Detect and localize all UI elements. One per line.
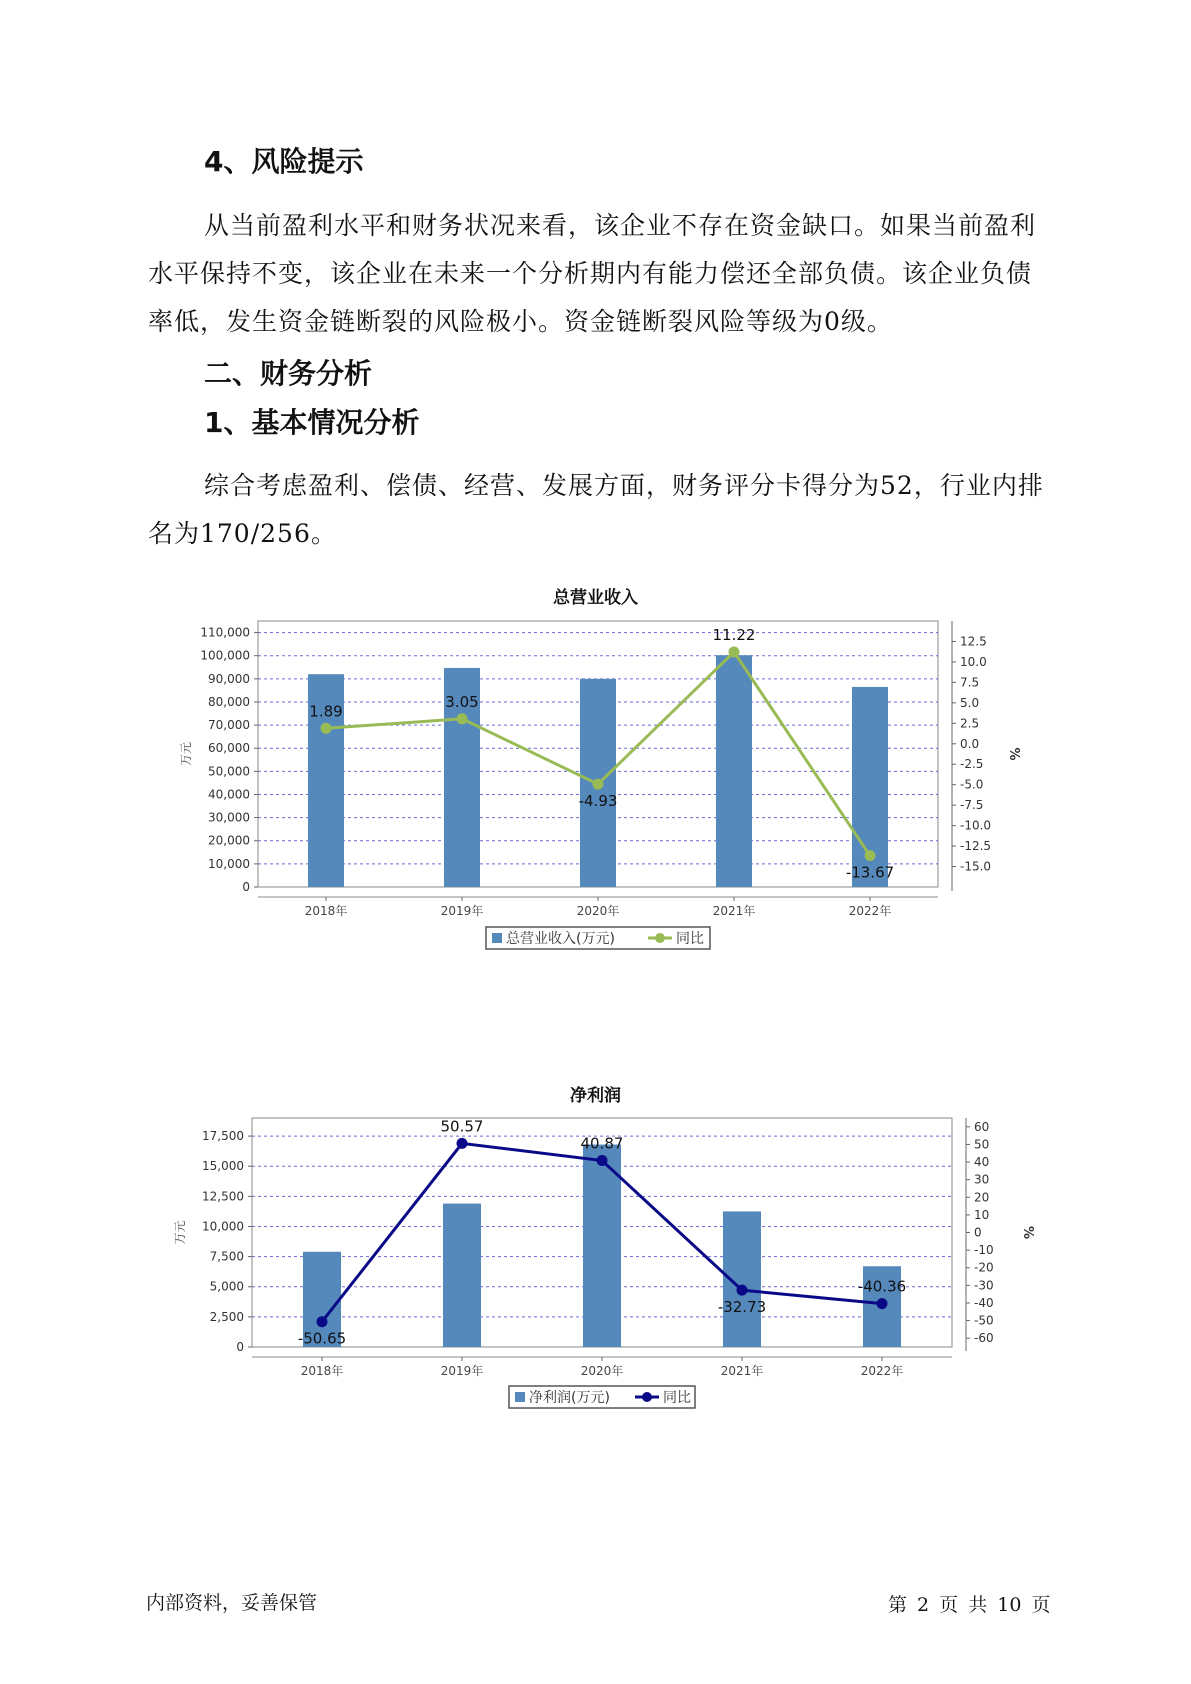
y-tick-label: 17,500 (202, 1129, 244, 1144)
line-point (457, 1138, 468, 1149)
data-label: 40.87 (580, 1134, 624, 1153)
basic-analysis-paragraph: 综合考虑盈利、偿债、经营、发展方面，财务评分卡得分为52，行业内排名为170/256。 (148, 471, 1044, 548)
bar (583, 1145, 621, 1347)
line-point (317, 1316, 328, 1327)
y2-axis-label: % (1006, 747, 1021, 761)
y-axis-label: 万元 (179, 741, 193, 767)
line-point (593, 779, 604, 790)
y2-tick-label: 0.0 (960, 736, 980, 751)
y2-tick-label: -40 (974, 1295, 994, 1310)
y-tick-label: 2,500 (209, 1309, 244, 1324)
y-tick-label: 90,000 (208, 671, 250, 686)
y2-tick-label: -60 (974, 1331, 994, 1346)
y2-tick-label: 50 (974, 1137, 990, 1152)
footer-confidential: 内部资料，妥善保管 (146, 1592, 318, 1614)
line-point (729, 646, 740, 657)
y-tick-label: 100,000 (200, 648, 250, 663)
data-label: -50.65 (297, 1329, 347, 1348)
footer-page-number: 第 2 页 共 10 页 (888, 1594, 1051, 1616)
y2-tick-label: -50 (974, 1313, 994, 1328)
y-tick-label: 110,000 (200, 625, 250, 640)
y-tick-label: 12,500 (202, 1189, 244, 1204)
y2-tick-label: -20 (974, 1260, 994, 1275)
x-tick-label: 2022年 (848, 904, 892, 918)
y2-tick-label: -7.5 (960, 798, 984, 813)
y2-axis-label: % (1020, 1225, 1035, 1240)
y2-tick-label: 7.5 (960, 675, 980, 690)
basic-analysis-heading: 1、基本情况分析 (204, 406, 420, 439)
data-label: 3.05 (445, 692, 479, 711)
y2-tick-label: 10.0 (960, 654, 987, 669)
y2-tick-label: -5.0 (960, 777, 984, 792)
y-tick-label: 60,000 (208, 741, 250, 756)
y2-tick-label: 20 (974, 1190, 990, 1205)
y2-tick-label: -10.0 (960, 818, 992, 833)
data-label: -40.36 (857, 1277, 907, 1296)
y-tick-label: 40,000 (208, 787, 250, 802)
x-tick-label: 2022年 (860, 1364, 904, 1378)
x-tick-label: 2021年 (720, 1364, 764, 1378)
y2-tick-label: -2.5 (960, 757, 984, 772)
y-tick-label: 20,000 (208, 833, 250, 848)
legend-bar-label: 净利润(万元) (529, 1390, 610, 1406)
y-tick-label: 7,500 (209, 1249, 244, 1264)
bar (443, 1204, 481, 1347)
bar (716, 655, 752, 887)
x-tick-label: 2019年 (440, 904, 484, 918)
y2-tick-label: -12.5 (960, 839, 992, 854)
net-profit-chart (0, 1100, 1191, 1540)
data-label: -32.73 (717, 1298, 767, 1317)
legend-line-marker (642, 1392, 652, 1402)
risk-heading: 4、风险提示 (204, 145, 364, 178)
y2-tick-label: 2.5 (960, 716, 980, 731)
data-label: 50.57 (440, 1117, 484, 1136)
y2-tick-label: 0 (974, 1225, 982, 1240)
revenue-chart (0, 600, 1191, 1040)
y2-tick-label: 60 (974, 1119, 990, 1134)
data-label: -4.93 (578, 792, 618, 811)
data-label: 1.89 (309, 702, 343, 721)
y2-tick-label: -30 (974, 1278, 994, 1293)
x-tick-label: 2018年 (304, 904, 348, 918)
line-point (457, 713, 468, 724)
legend-line-label: 同比 (676, 931, 704, 947)
legend-line-label: 同比 (663, 1390, 691, 1406)
y-tick-label: 10,000 (208, 856, 250, 871)
data-label: -13.67 (845, 863, 895, 882)
y-tick-label: 70,000 (208, 718, 250, 733)
y2-tick-label: 12.5 (960, 634, 987, 649)
chart2-title: 净利润 (570, 1086, 621, 1106)
y-tick-label: 50,000 (208, 764, 250, 779)
y-tick-label: 0 (236, 1340, 244, 1354)
x-tick-label: 2018年 (300, 1364, 344, 1378)
finance-analysis-heading: 二、财务分析 (204, 357, 373, 390)
legend-bar-label: 总营业收入(万元) (506, 931, 615, 947)
y-tick-label: 15,000 (202, 1159, 244, 1174)
line-point (737, 1285, 748, 1296)
legend-line-marker (655, 933, 665, 943)
x-tick-label: 2020年 (580, 1364, 624, 1378)
line-point (321, 723, 332, 734)
line-point (865, 850, 876, 861)
y2-tick-label: 5.0 (960, 695, 980, 710)
risk-paragraph: 从当前盈利水平和财务状况来看，该企业不存在资金缺口。如果当前盈利水平保持不变，该企业在未来一个分析期内有能力偿还全部负债。该企业负债率低，发生资金链断裂的风险极小。资金链断裂风险等级为0级。 (148, 211, 1037, 336)
legend-bar-swatch (515, 1392, 525, 1402)
x-tick-label: 2019年 (440, 1364, 484, 1378)
y2-tick-label: -15.0 (960, 859, 992, 874)
data-label: 11.22 (712, 625, 756, 644)
y-axis-label: 万元 (173, 1220, 187, 1245)
y-tick-label: 5,000 (209, 1279, 244, 1294)
legend-bar-swatch (492, 933, 502, 943)
y-tick-label: 10,000 (202, 1219, 244, 1234)
y-tick-label: 0 (242, 880, 250, 894)
chart1-title: 总营业收入 (553, 588, 638, 608)
y2-tick-label: -10 (974, 1243, 994, 1258)
y2-tick-label: 40 (974, 1155, 990, 1170)
y2-tick-label: 30 (974, 1172, 990, 1187)
line-point (597, 1155, 608, 1166)
y2-tick-label: 10 (974, 1207, 990, 1222)
y-tick-label: 30,000 (208, 810, 250, 825)
y-tick-label: 80,000 (208, 694, 250, 709)
line-point (877, 1298, 888, 1309)
x-tick-label: 2020年 (576, 904, 620, 918)
x-tick-label: 2021年 (712, 904, 756, 918)
